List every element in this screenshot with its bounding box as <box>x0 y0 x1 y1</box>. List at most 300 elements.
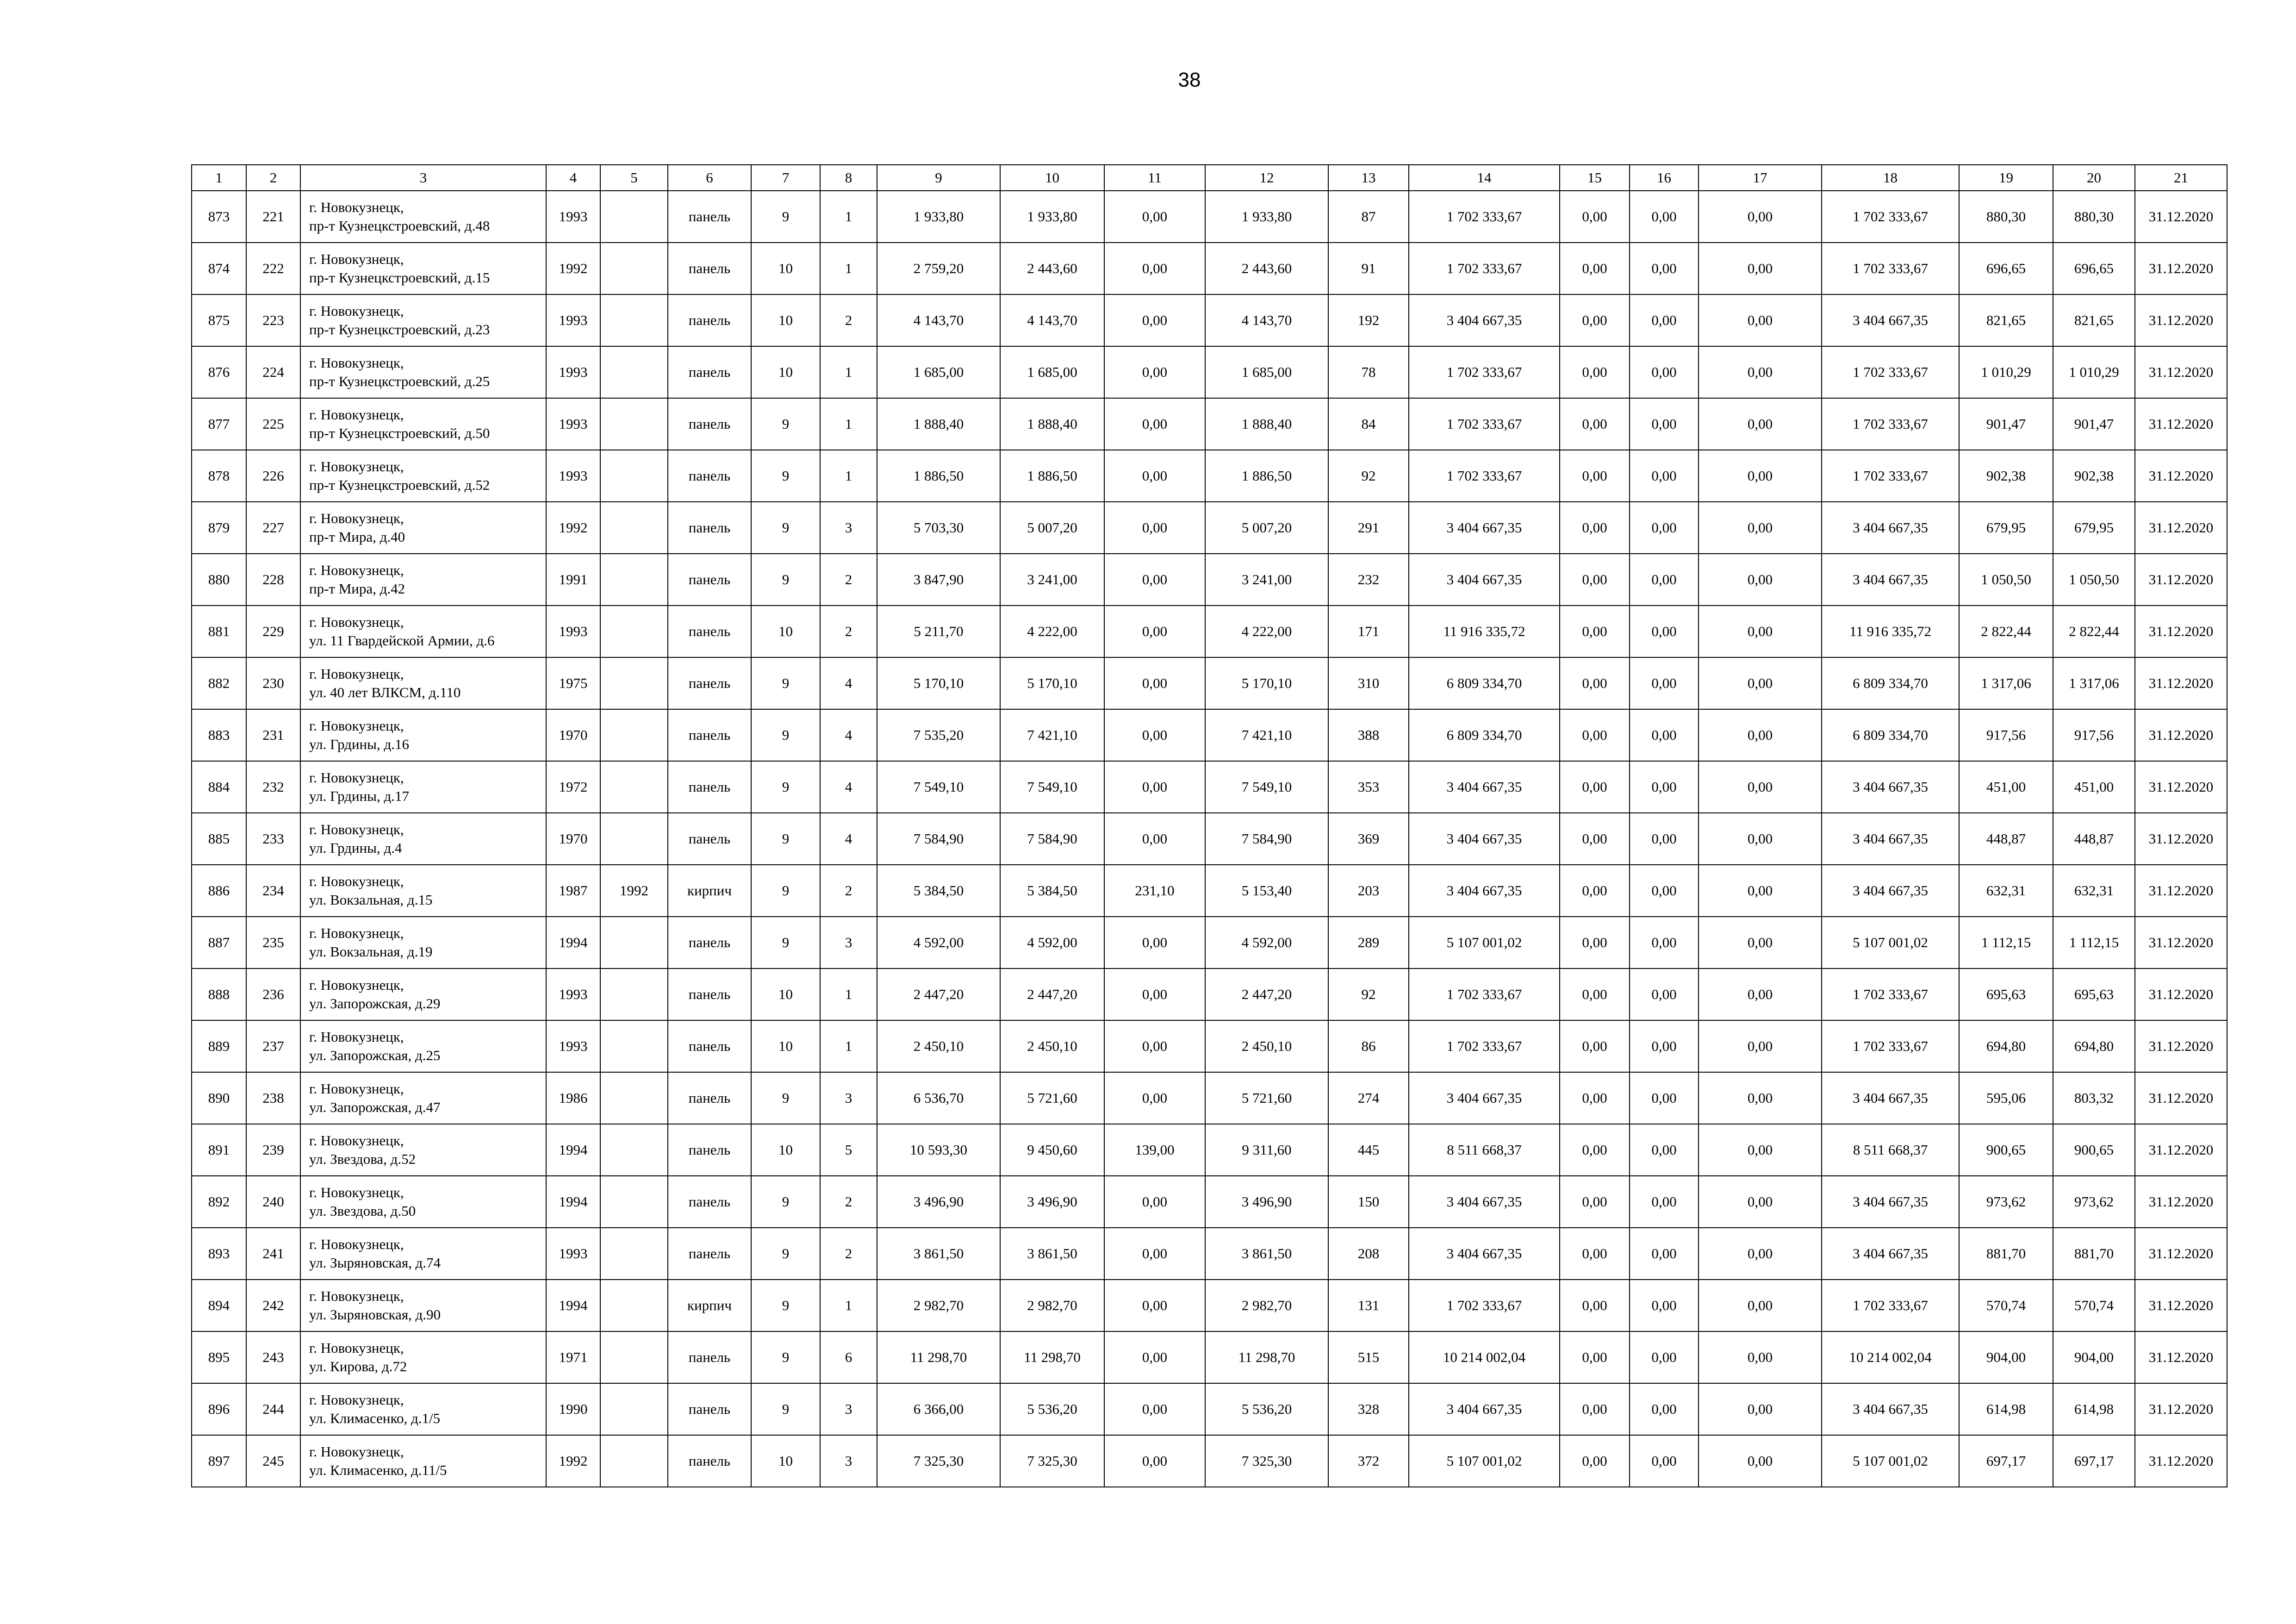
table-cell <box>600 243 668 294</box>
table-cell: 3 <box>820 917 877 968</box>
table-cell: 1971 <box>546 1331 600 1383</box>
table-cell: 3 <box>820 1435 877 1487</box>
table-cell: 3 861,50 <box>1205 1228 1328 1280</box>
address-line: ул. Вокзальная, д.19 <box>309 943 433 960</box>
page-number: 38 <box>1178 69 1201 91</box>
table-cell: 0,00 <box>1699 917 1822 968</box>
table-cell: 1 886,50 <box>1205 450 1328 502</box>
table-cell: 0,00 <box>1560 554 1630 606</box>
table-cell: 895 <box>192 1331 246 1383</box>
table-cell: 4 <box>820 657 877 709</box>
table-cell: 2 447,20 <box>1000 968 1104 1020</box>
table-cell: 1970 <box>546 813 600 865</box>
table-cell: 222 <box>246 243 300 294</box>
table-cell: 0,00 <box>1630 1072 1699 1124</box>
table-cell: 4 592,00 <box>877 917 1000 968</box>
table-cell: 3 861,50 <box>877 1228 1000 1280</box>
table-cell: 1993 <box>546 450 600 502</box>
column-header: 8 <box>820 165 877 191</box>
table-cell: 917,56 <box>2053 709 2135 761</box>
table-cell: 0,00 <box>1630 657 1699 709</box>
table-cell: 5 721,60 <box>1205 1072 1328 1124</box>
table-row <box>192 554 2227 606</box>
address-line: г. Новокузнецк, <box>309 303 404 319</box>
table-cell: 31.12.2020 <box>2135 709 2227 761</box>
table-cell: панель <box>668 1228 751 1280</box>
table-cell: 243 <box>246 1331 300 1383</box>
table-cell: 901,47 <box>1959 398 2053 450</box>
table-cell: 1 702 333,67 <box>1409 968 1560 1020</box>
table-cell: 31.12.2020 <box>2135 968 2227 1020</box>
address-line: ул. Звездова, д.50 <box>309 1203 416 1219</box>
table-cell: 694,80 <box>1959 1020 2053 1072</box>
table-cell: 10 <box>751 1020 820 1072</box>
table-cell: 0,00 <box>1560 1020 1630 1072</box>
table-cell: 917,56 <box>1959 709 2053 761</box>
table-cell: 7 421,10 <box>1205 709 1328 761</box>
table-cell: 5 170,10 <box>1000 657 1104 709</box>
table-body <box>192 191 2227 1487</box>
address-line: пр-т Кузнецкстроевский, д.23 <box>309 321 490 337</box>
table-cell: 86 <box>1328 1020 1409 1072</box>
table-cell: 244 <box>246 1383 300 1435</box>
table-cell: 1993 <box>546 968 600 1020</box>
table-cell: 1993 <box>546 606 600 657</box>
table-cell: 3 404 667,35 <box>1409 865 1560 917</box>
table-cell: 10 <box>751 243 820 294</box>
table-cell: 896 <box>192 1383 246 1435</box>
table-cell: 224 <box>246 346 300 398</box>
table-cell: 2 <box>820 1228 877 1280</box>
table-cell: 888 <box>192 968 246 1020</box>
table-cell: 0,00 <box>1630 398 1699 450</box>
table-cell: 0,00 <box>1630 917 1699 968</box>
table-cell: 0,00 <box>1699 294 1822 346</box>
address-line: г. Новокузнецк, <box>309 718 404 734</box>
table-cell <box>600 450 668 502</box>
table-cell: 679,95 <box>2053 502 2135 554</box>
table-cell: 139,00 <box>1104 1124 1205 1176</box>
table-cell: 0,00 <box>1699 813 1822 865</box>
table-cell: 1993 <box>546 1228 600 1280</box>
table-cell: 0,00 <box>1630 554 1699 606</box>
table-cell: 328 <box>1328 1383 1409 1435</box>
table-cell: 1 <box>820 1020 877 1072</box>
table-cell: 5 384,50 <box>877 865 1000 917</box>
table-cell: 5 <box>820 1124 877 1176</box>
table-row <box>192 761 2227 813</box>
table-cell: 8 511 668,37 <box>1822 1124 1959 1176</box>
table-cell <box>600 1383 668 1435</box>
address-line: г. Новокузнецк, <box>309 925 404 941</box>
table-cell: 31.12.2020 <box>2135 346 2227 398</box>
table-row <box>192 1176 2227 1228</box>
table-cell: 11 916 335,72 <box>1822 606 1959 657</box>
table-cell: 0,00 <box>1630 346 1699 398</box>
address-line: пр-т Мира, д.40 <box>309 529 405 545</box>
table-cell <box>600 1331 668 1383</box>
column-header: 7 <box>751 165 820 191</box>
address-line: пр-т Кузнецкстроевский, д.52 <box>309 477 490 493</box>
table-cell: панель <box>668 191 751 243</box>
table-cell: 1 702 333,67 <box>1822 450 1959 502</box>
table-cell: 885 <box>192 813 246 865</box>
table-cell: панель <box>668 1435 751 1487</box>
table-cell: 696,65 <box>1959 243 2053 294</box>
table-cell: 902,38 <box>1959 450 2053 502</box>
address-line: г. Новокузнецк, <box>309 769 404 786</box>
table-cell: 515 <box>1328 1331 1409 1383</box>
table-cell: 291 <box>1328 502 1409 554</box>
table-cell: 10 593,30 <box>877 1124 1000 1176</box>
table-cell: 881 <box>192 606 246 657</box>
table-cell: 7 549,10 <box>1000 761 1104 813</box>
table-cell: 2 450,10 <box>1205 1020 1328 1072</box>
address-cell <box>300 1383 546 1435</box>
column-header: 6 <box>668 165 751 191</box>
table-cell: 234 <box>246 865 300 917</box>
column-header: 11 <box>1104 165 1205 191</box>
table-cell: 1 702 333,67 <box>1409 1280 1560 1331</box>
table-cell: 3 404 667,35 <box>1822 294 1959 346</box>
table-cell: панель <box>668 1124 751 1176</box>
table-cell: 0,00 <box>1104 1228 1205 1280</box>
table-cell: панель <box>668 917 751 968</box>
table-cell: 821,65 <box>2053 294 2135 346</box>
table-cell: 4 143,70 <box>877 294 1000 346</box>
table-cell: 9 <box>751 191 820 243</box>
address-line: г. Новокузнецк, <box>309 1236 404 1252</box>
address-cell <box>300 554 546 606</box>
table-cell: 0,00 <box>1699 968 1822 1020</box>
table-cell: 0,00 <box>1630 813 1699 865</box>
table-cell: 31.12.2020 <box>2135 294 2227 346</box>
table-cell: 0,00 <box>1560 709 1630 761</box>
table-cell: 595,06 <box>1959 1072 2053 1124</box>
address-line: г. Новокузнецк, <box>309 1184 404 1200</box>
table-cell: панель <box>668 346 751 398</box>
table-cell: 9 <box>751 398 820 450</box>
table-cell: 310 <box>1328 657 1409 709</box>
table-cell: панель <box>668 1331 751 1383</box>
column-header: 20 <box>2053 165 2135 191</box>
table-cell: 0,00 <box>1560 968 1630 1020</box>
table-cell: панель <box>668 398 751 450</box>
table-cell: 884 <box>192 761 246 813</box>
table-cell: 31.12.2020 <box>2135 1176 2227 1228</box>
table-cell <box>600 502 668 554</box>
table-cell: 0,00 <box>1104 968 1205 1020</box>
address-line: ул. Грдины, д.17 <box>309 788 409 804</box>
table-cell: 887 <box>192 917 246 968</box>
table-cell: 0,00 <box>1560 1383 1630 1435</box>
table-cell: 31.12.2020 <box>2135 761 2227 813</box>
table-cell: 0,00 <box>1560 606 1630 657</box>
table-cell: 973,62 <box>2053 1176 2135 1228</box>
table-cell: 0,00 <box>1104 191 1205 243</box>
table-cell: 0,00 <box>1699 1228 1822 1280</box>
table-cell: 3 404 667,35 <box>1409 554 1560 606</box>
address-cell <box>300 1072 546 1124</box>
table-cell: 150 <box>1328 1176 1409 1228</box>
address-line: ул. 11 Гвардейской Армии, д.6 <box>309 632 495 649</box>
address-cell <box>300 398 546 450</box>
table-cell: 5 536,20 <box>1000 1383 1104 1435</box>
table-cell: 2 447,20 <box>877 968 1000 1020</box>
address-line: г. Новокузнецк, <box>309 1081 404 1097</box>
table-cell: 1 <box>820 450 877 502</box>
table-cell: 1 702 333,67 <box>1409 1020 1560 1072</box>
table-cell: 0,00 <box>1699 1280 1822 1331</box>
table-cell: панель <box>668 243 751 294</box>
table-cell: 1 888,40 <box>1205 398 1328 450</box>
table-cell: 10 214 002,04 <box>1822 1331 1959 1383</box>
table-cell: 5 721,60 <box>1000 1072 1104 1124</box>
table-cell: 1 888,40 <box>1000 398 1104 450</box>
table-cell: 904,00 <box>2053 1331 2135 1383</box>
table-cell: 679,95 <box>1959 502 2053 554</box>
address-cell <box>300 865 546 917</box>
table-cell: 5 536,20 <box>1205 1383 1328 1435</box>
table-cell: панель <box>668 606 751 657</box>
table-cell: 696,65 <box>2053 243 2135 294</box>
table-cell: 821,65 <box>1959 294 2053 346</box>
table-cell: 1 933,80 <box>877 191 1000 243</box>
table-cell: 10 <box>751 968 820 1020</box>
table-cell: 0,00 <box>1699 1383 1822 1435</box>
table-row <box>192 1331 2227 1383</box>
table-cell: 0,00 <box>1104 243 1205 294</box>
table-cell: 10 <box>751 346 820 398</box>
table-cell: 0,00 <box>1104 709 1205 761</box>
table-cell: 0,00 <box>1104 606 1205 657</box>
address-line: г. Новокузнецк, <box>309 1443 404 1460</box>
table-cell: 353 <box>1328 761 1409 813</box>
table-cell: 5 007,20 <box>1000 502 1104 554</box>
column-header: 5 <box>600 165 668 191</box>
table-cell: 1 685,00 <box>1000 346 1104 398</box>
address-cell <box>300 1435 546 1487</box>
address-line: г. Новокузнецк, <box>309 1132 404 1149</box>
table-cell: 7 325,30 <box>877 1435 1000 1487</box>
table-cell: 369 <box>1328 813 1409 865</box>
table-cell: 171 <box>1328 606 1409 657</box>
table-cell: 614,98 <box>1959 1383 2053 1435</box>
table-cell: 3 404 667,35 <box>1409 1072 1560 1124</box>
table-cell: 7 584,90 <box>1000 813 1104 865</box>
table-cell: 1987 <box>546 865 600 917</box>
table-cell: 695,63 <box>2053 968 2135 1020</box>
address-line: г. Новокузнецк, <box>309 1029 404 1045</box>
address-line: г. Новокузнецк, <box>309 873 404 889</box>
table-cell: панель <box>668 1383 751 1435</box>
table-cell: 0,00 <box>1560 502 1630 554</box>
table-cell: 0,00 <box>1560 450 1630 502</box>
table-cell: 0,00 <box>1630 968 1699 1020</box>
table-cell: 0,00 <box>1104 1072 1205 1124</box>
table-cell: 31.12.2020 <box>2135 243 2227 294</box>
table-cell: 1992 <box>546 502 600 554</box>
table-cell: 31.12.2020 <box>2135 1228 2227 1280</box>
table-cell: панель <box>668 657 751 709</box>
address-line: г. Новокузнецк, <box>309 406 404 423</box>
table-cell: 0,00 <box>1630 709 1699 761</box>
table-cell: 1 702 333,67 <box>1822 346 1959 398</box>
table-cell: 31.12.2020 <box>2135 917 2227 968</box>
table-cell: 221 <box>246 191 300 243</box>
table-cell: 0,00 <box>1560 917 1630 968</box>
table-cell: 1 702 333,67 <box>1409 450 1560 502</box>
table-cell: 3 404 667,35 <box>1822 1383 1959 1435</box>
header-row <box>192 165 2227 191</box>
table-cell: 1990 <box>546 1383 600 1435</box>
table-cell: 0,00 <box>1104 398 1205 450</box>
address-cell <box>300 606 546 657</box>
table-cell: 31.12.2020 <box>2135 1020 2227 1072</box>
column-header: 14 <box>1409 165 1560 191</box>
table-cell: 9 <box>751 1331 820 1383</box>
table-cell: 1992 <box>546 1435 600 1487</box>
table-cell: 1 <box>820 243 877 294</box>
table-cell <box>600 398 668 450</box>
table-cell: 11 298,70 <box>1000 1331 1104 1383</box>
table-cell: 0,00 <box>1699 346 1822 398</box>
table-cell: 241 <box>246 1228 300 1280</box>
table-cell: 0,00 <box>1104 1383 1205 1435</box>
address-line: пр-т Кузнецкстроевский, д.50 <box>309 425 490 441</box>
table-cell: 6 536,70 <box>877 1072 1000 1124</box>
table-cell: 227 <box>246 502 300 554</box>
table-cell: 0,00 <box>1699 554 1822 606</box>
address-line: ул. Зыряновская, д.74 <box>309 1255 441 1271</box>
column-header: 16 <box>1630 165 1699 191</box>
table-cell: 1 702 333,67 <box>1822 968 1959 1020</box>
table-cell: 0,00 <box>1630 1124 1699 1176</box>
table-cell: 4 222,00 <box>1000 606 1104 657</box>
table-cell: 0,00 <box>1104 450 1205 502</box>
table-cell: 231,10 <box>1104 865 1205 917</box>
table-cell: 388 <box>1328 709 1409 761</box>
table-cell: 451,00 <box>1959 761 2053 813</box>
table-cell: кирпич <box>668 1280 751 1331</box>
table-row <box>192 968 2227 1020</box>
table-cell: 1993 <box>546 294 600 346</box>
table-cell: 192 <box>1328 294 1409 346</box>
address-line: ул. Запорожская, д.29 <box>309 995 441 1012</box>
column-header: 1 <box>192 165 246 191</box>
table-cell: 92 <box>1328 968 1409 1020</box>
column-header: 12 <box>1205 165 1328 191</box>
column-header: 15 <box>1560 165 1630 191</box>
table-cell: 904,00 <box>1959 1331 2053 1383</box>
address-cell <box>300 1331 546 1383</box>
table-cell: 1975 <box>546 657 600 709</box>
table-cell: 1993 <box>546 346 600 398</box>
table-row <box>192 398 2227 450</box>
address-line: пр-т Кузнецкстроевский, д.25 <box>309 373 490 389</box>
table-cell: 10 <box>751 1124 820 1176</box>
table-cell: 31.12.2020 <box>2135 502 2227 554</box>
table-cell: 11 298,70 <box>877 1331 1000 1383</box>
table-cell: 880 <box>192 554 246 606</box>
address-cell <box>300 191 546 243</box>
table-cell: 9 <box>751 1280 820 1331</box>
table-row <box>192 191 2227 243</box>
table-cell: 31.12.2020 <box>2135 191 2227 243</box>
table-row <box>192 657 2227 709</box>
table-cell: 881,70 <box>2053 1228 2135 1280</box>
table-cell: панель <box>668 450 751 502</box>
table-cell: 1 317,06 <box>1959 657 2053 709</box>
table-cell: 0,00 <box>1104 1280 1205 1331</box>
table-cell <box>600 1176 668 1228</box>
table-cell: 9 <box>751 450 820 502</box>
table-cell: 614,98 <box>2053 1383 2135 1435</box>
table-cell: 1 702 333,67 <box>1409 398 1560 450</box>
table-cell: 0,00 <box>1630 1176 1699 1228</box>
table-row <box>192 243 2227 294</box>
table-cell: 4 592,00 <box>1205 917 1328 968</box>
table-row <box>192 1072 2227 1124</box>
table-cell: 1 317,06 <box>2053 657 2135 709</box>
table-cell: 231 <box>246 709 300 761</box>
table-cell: 570,74 <box>2053 1280 2135 1331</box>
table-cell: 6 366,00 <box>877 1383 1000 1435</box>
table-cell: 87 <box>1328 191 1409 243</box>
table-cell: 0,00 <box>1104 1176 1205 1228</box>
table-cell: 1 702 333,67 <box>1822 1020 1959 1072</box>
table-row <box>192 1383 2227 1435</box>
table-cell: 31.12.2020 <box>2135 450 2227 502</box>
table-cell: 0,00 <box>1560 761 1630 813</box>
table-cell: 9 <box>751 865 820 917</box>
address-cell <box>300 502 546 554</box>
table-cell: 0,00 <box>1104 761 1205 813</box>
address-line: г. Новокузнецк, <box>309 1288 404 1304</box>
table-cell: 245 <box>246 1435 300 1487</box>
table-cell: 0,00 <box>1560 1280 1630 1331</box>
table-cell: 229 <box>246 606 300 657</box>
table-cell: 10 <box>751 606 820 657</box>
table-cell: 0,00 <box>1560 1331 1630 1383</box>
table-cell: 9 <box>751 657 820 709</box>
table-cell: 878 <box>192 450 246 502</box>
table-cell: 3 496,90 <box>877 1176 1000 1228</box>
table-cell: 7 325,30 <box>1205 1435 1328 1487</box>
table-cell: 3 404 667,35 <box>1409 761 1560 813</box>
table-cell: 31.12.2020 <box>2135 398 2227 450</box>
table-cell: 289 <box>1328 917 1409 968</box>
table-cell: 9 <box>751 502 820 554</box>
table-cell: 31.12.2020 <box>2135 1435 2227 1487</box>
table-cell: 0,00 <box>1104 554 1205 606</box>
table-row <box>192 865 2227 917</box>
table-cell: 274 <box>1328 1072 1409 1124</box>
table-cell <box>600 1435 668 1487</box>
table-cell: 3 847,90 <box>877 554 1000 606</box>
table-cell: 7 421,10 <box>1000 709 1104 761</box>
table-cell: 237 <box>246 1020 300 1072</box>
table-cell: 9 450,60 <box>1000 1124 1104 1176</box>
table-cell: 1 050,50 <box>2053 554 2135 606</box>
table-cell: 9 <box>751 813 820 865</box>
table-cell: 0,00 <box>1104 294 1205 346</box>
table-cell: 0,00 <box>1699 1435 1822 1487</box>
address-line: г. Новокузнецк, <box>309 666 404 682</box>
address-line: г. Новокузнецк, <box>309 614 404 630</box>
table-cell: 1993 <box>546 191 600 243</box>
table-cell: 0,00 <box>1104 1020 1205 1072</box>
